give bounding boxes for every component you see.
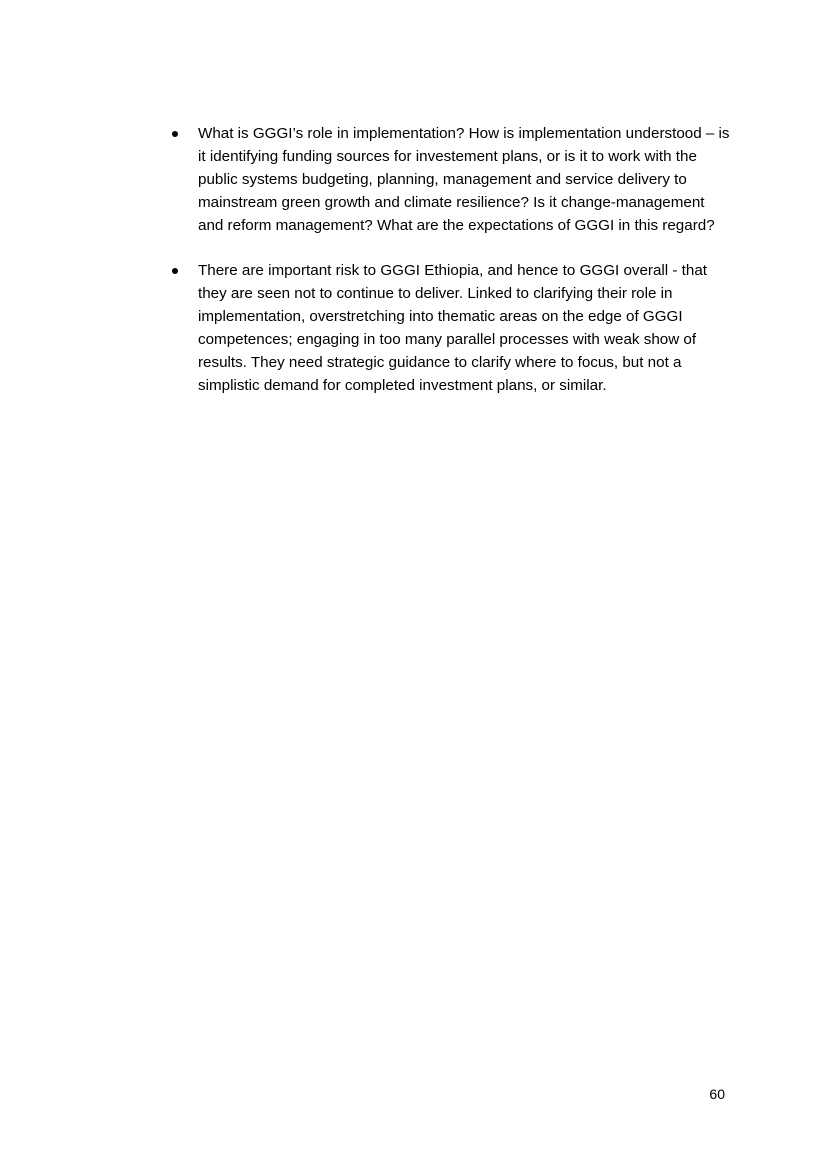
- bullet-item-risk: [172, 259, 732, 397]
- bullet-icon: [172, 131, 178, 137]
- bullet-text: There are important risk to GGGI Ethiopia, and hence to GGGI overall - that they are seen not to continue to deliver. Linked to clarifying their role in implementation, overstretching into thematic areas on the edge of GGGI competences; engaging in too many parallel processes with weak show of results. They need strategic guidance to clarify where to focus, but not a simplistic demand for completed investment plans, or similar.: [198, 262, 708, 394]
- bullet-list: [172, 122, 732, 419]
- page-number: 60: [709, 1086, 725, 1102]
- bullet-icon: [172, 268, 178, 274]
- bullet-item-implementation-role: [172, 122, 732, 237]
- bullet-text: What is GGGI’s role in implementation? How is implementation understood – is it identifying funding sources for investement plans, or is it to work with the public systems budgeting, planning, management and service delivery to mainstream green growth and climate resilience? Is it change-management and reform management? What are the expectations of GGGI in this regard?: [198, 125, 730, 234]
